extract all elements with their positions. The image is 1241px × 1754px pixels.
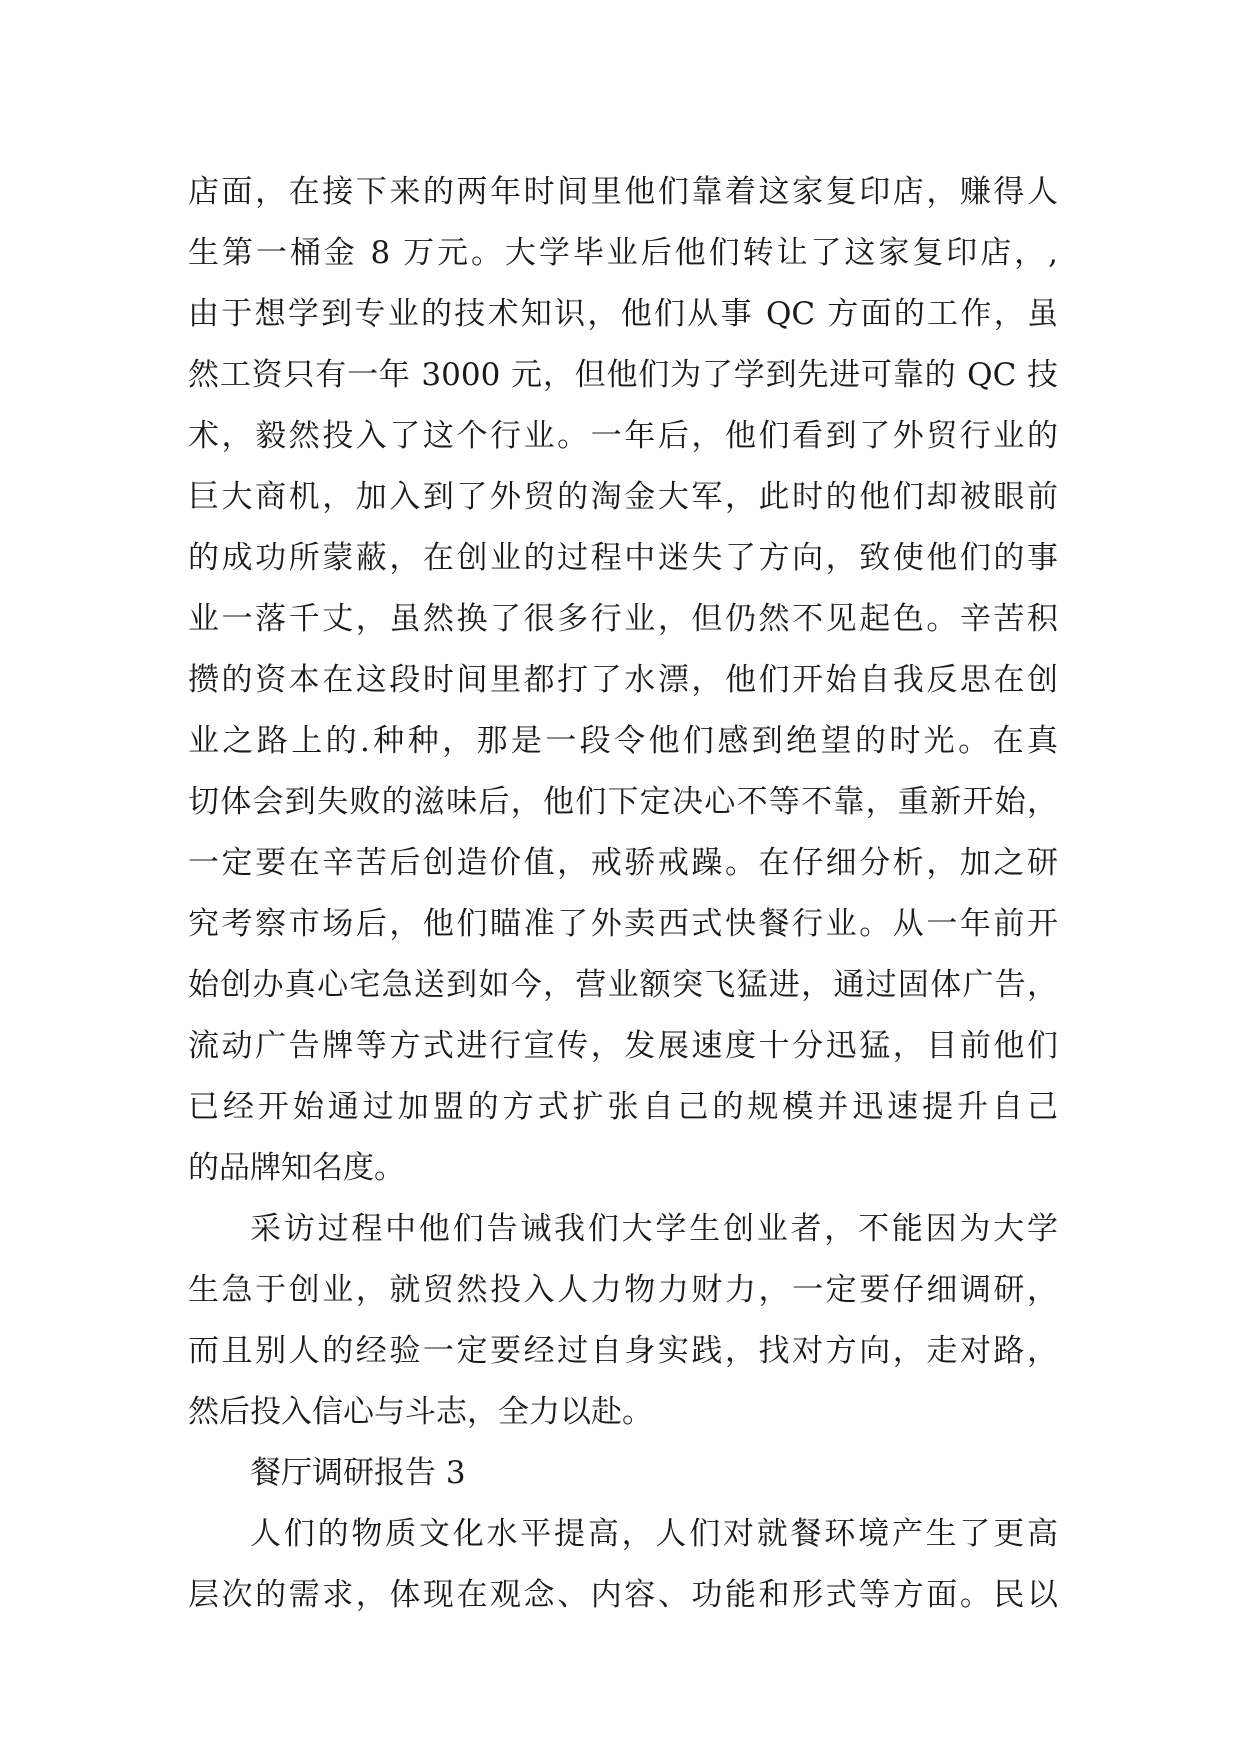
text-line: 流动广告牌等方式进行宣传，发展速度十分迅猛，目前他们 xyxy=(188,1028,1058,1064)
text-line: 人们的物质文化水平提高，人们对就餐环境产生了更高 xyxy=(250,1516,1058,1552)
section-heading xyxy=(188,1443,1058,1504)
text-line: 术，毅然投入了这个行业。一年后，他们看到了外贸行业的 xyxy=(188,418,1058,454)
text-line: 始创办真心宅急送到如今，营业额突飞猛进，通过固体广告， xyxy=(188,967,1058,1003)
text-line: 一定要在辛苦后创造价值，戒骄戒躁。在仔细分析，加之研 xyxy=(188,845,1058,881)
text-line: 生急于创业，就贸然投入人力物力财力，一定要仔细调研， xyxy=(188,1272,1058,1308)
text-line: 究考察市场后，他们瞄准了外卖西式快餐行业。从一年前开 xyxy=(188,906,1058,942)
text-line: 采访过程中他们告诫我们大学生创业者，不能因为大学 xyxy=(250,1211,1058,1247)
text-line: 层次的需求，体现在观念、内容、功能和形式等方面。民以 xyxy=(188,1577,1058,1613)
paragraph xyxy=(188,1199,1058,1443)
text-line: 攒的资本在这段时间里都打了水漂，他们开始自我反思在创 xyxy=(188,662,1058,698)
paragraph xyxy=(188,162,1058,1199)
text-line: 店面，在接下来的两年时间里他们靠着这家复印店，赚得人 xyxy=(188,174,1058,210)
paragraph xyxy=(188,1504,1058,1626)
text-line: 的成功所蒙蔽，在创业的过程中迷失了方向，致使他们的事 xyxy=(188,540,1058,576)
text-line: 业之路上的.种种，那是一段令他们感到绝望的时光。在真 xyxy=(188,723,1058,759)
text-line: 巨大商机，加入到了外贸的淘金大军，此时的他们却被眼前 xyxy=(188,479,1058,515)
document-body xyxy=(188,162,1058,1626)
text-line: 业一落千丈，虽然换了很多行业，但仍然不见起色。辛苦积 xyxy=(188,601,1058,637)
text-line: 由于想学到专业的技术知识，他们从事 QC 方面的工作，虽 xyxy=(188,296,1058,332)
text-line: 的品牌知名度。 xyxy=(188,1150,405,1186)
text-line: 切体会到失败的滋味后，他们下定决心不等不靠，重新开始， xyxy=(188,784,1058,820)
text-line: 然后投入信心与斗志，全力以赴。 xyxy=(188,1394,653,1430)
heading-text: 餐厅调研报告 3 xyxy=(250,1455,466,1491)
text-line: 然工资只有一年 3000 元，但他们为了学到先进可靠的 QC 技 xyxy=(188,357,1058,393)
text-line: 生第一桶金 8 万元。大学毕业后他们转让了这家复印店，, xyxy=(188,235,1058,271)
text-line: 已经开始通过加盟的方式扩张自己的规模并迅速提升自己 xyxy=(188,1089,1058,1125)
text-line: 而且别人的经验一定要经过自身实践，找对方向，走对路， xyxy=(188,1333,1058,1369)
